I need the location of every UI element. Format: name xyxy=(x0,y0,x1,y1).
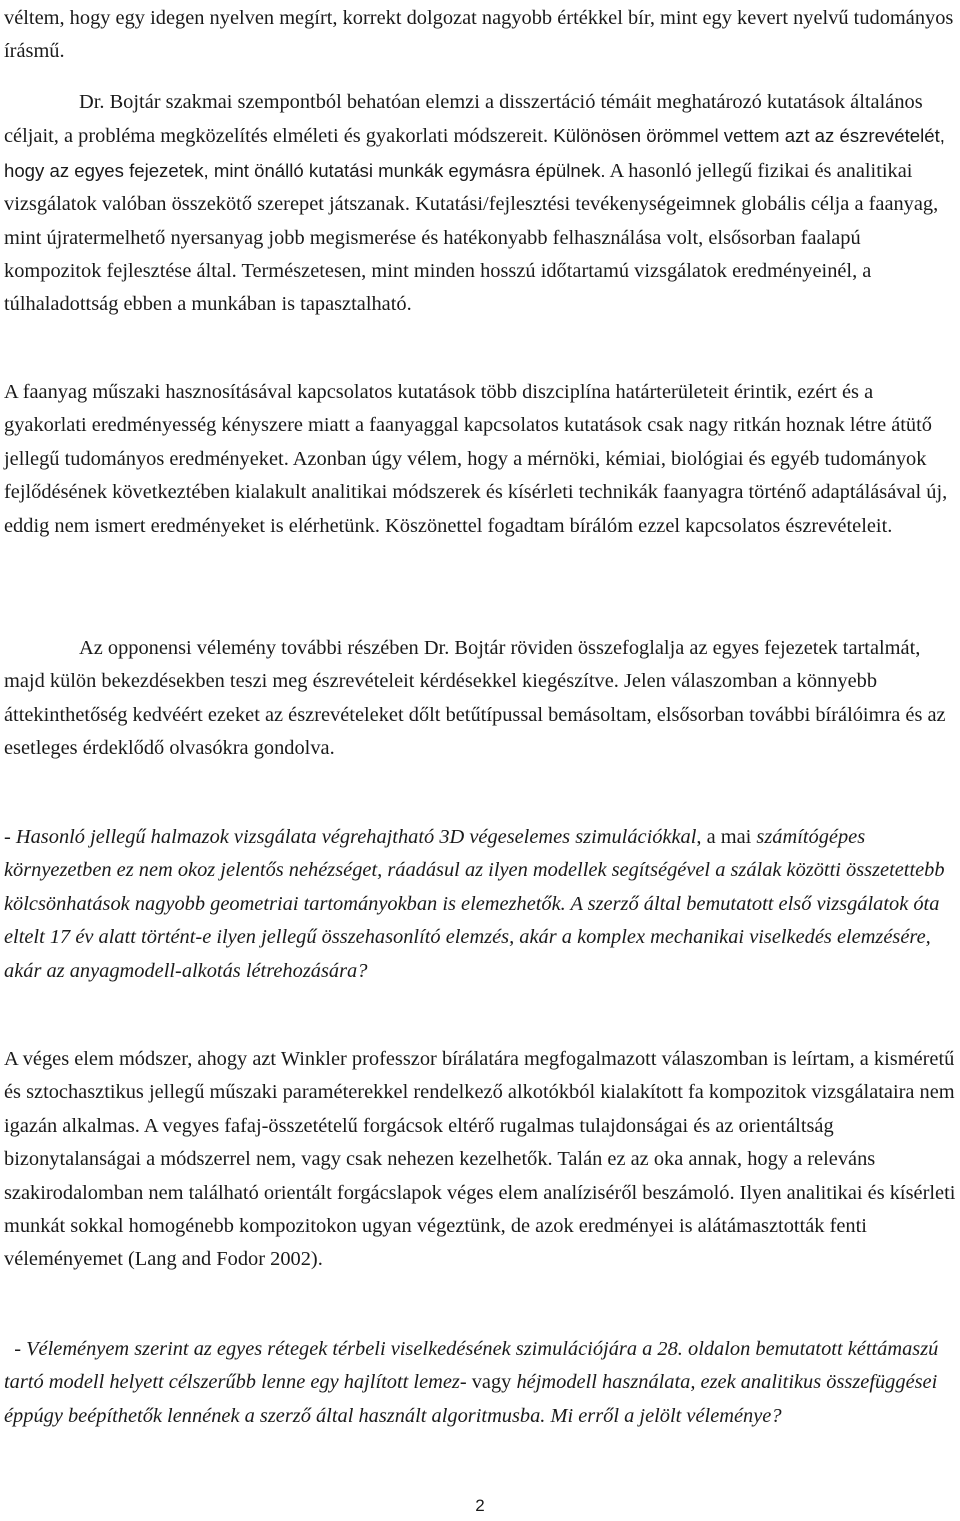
question-text-italic: Véleményem szerint az egyes rétegek térbeli viselkedésének szimulációjára a 28. oldalon bemutatott kéttámaszú tartó modell helyett célszerűbb lenne egy hajlított lemez- xyxy=(4,1338,944,1394)
question-text: , a mai xyxy=(696,826,757,848)
paragraph-intro-continuation xyxy=(4,2,960,69)
answer-finite-element xyxy=(4,1043,960,1277)
question-text-italic: héjmodell használata, ezek analitikus összefüggései éppúgy beépíthetők lennének a szerző által használt algoritmusba. Mi erről a jelölt véleménye? xyxy=(4,1371,943,1427)
question-text: vagy xyxy=(466,1371,517,1394)
paragraph-opponent-summary xyxy=(4,632,960,766)
question-text-italic: számítógépes környezetben ez nem okoz jelentős nehézséget, ráadásul az ilyen modellek segítségével a szálak közötti összetettebb kölcsönhatások nagyobb geometriai tartományokban is elemezhetők. A szerző által bemutatott első vizsgálatok óta eltelt 17 év alatt történt-e ilyen jellegű összehasonlító elemzés, akár a komplex mechanikai viselkedés elemzésére, akár az anyagmodell-alkotás létrehozására? xyxy=(4,826,945,982)
paragraph-text: Kutatási/fejlesztési tevékenységeimnek globális célja a faanyag, mint újratermelhető nyersanyag jobb megismerése és hatékonyabb felhasználása volt, elsősorban faalapú kompozitok fejlesztése által. Természetesen, mint minden hosszú időtartamú vizsgálatok eredményeinél, a túlhaladottság ebben a munkában is tapasztalható. xyxy=(4,193,939,316)
paragraph-text-sans: Különösen örömmel vettem azt az észrevételét, hogy az egyes fejezetek, mint önálló kutatási munkák egymásra épülnek. xyxy=(4,125,945,181)
question-layer-simulation xyxy=(4,1333,960,1433)
paragraph-text: A hasonló jellegű fizikai és analitikai vizsgálatok valóban összekötő szerepet játszanak. xyxy=(4,159,913,216)
page-number: 2 xyxy=(475,1496,485,1515)
paragraph-text: Dr. Bojtár szakmai szempontból behatóan elemzi a disszertáció témáit meghatározó kutatások általános céljait, a probléma megközelítés elméleti és gyakorlati módszereit. xyxy=(4,91,923,148)
paragraph-bojtar-analysis xyxy=(4,86,960,322)
paragraph-text: A véges elem módszer, ahogy azt Winkler professzor bírálatára megfogalmazott válaszomban is leírtam, a kisméretű és sztochasztikus jellegű műszaki paraméterekkel rendelkező alkotókból kialakított fa kompozitok vizsgálataira nem igazán alkalmas. A vegyes fafaj-összetételű forgácsok eltérő rugalmas tulajdonságai és az orientáltság bizonytalanságai a módszerrel nem, vagy csak nehezen kezelhetők. Talán ez az oka annak, hogy a releváns szakirodalomban nem található orientált forgácslapok véges elem analíziséről beszámoló. Ilyen analitikai és kísérleti munkát sokkal homogénebb kompozitokon ugyan végeztünk, de azok eredményei is alátámasztották fenti véleményemet (Lang and Fodor 2002). xyxy=(4,1048,956,1271)
paragraph-wood-research xyxy=(4,376,960,543)
dash-marker: - xyxy=(4,1338,27,1360)
question-text-italic: Hasonló jellegű halmazok vizsgálata végrehajtható 3D végeselemes szimulációkkal xyxy=(15,826,697,848)
paragraph-text: Az opponensi vélemény további részében Dr. Bojtár röviden összefoglalja az egyes fejezetek tartalmát, majd külön bekezdésekben teszi meg észrevételeit kérdésekkel kiegészítve. Jelen válaszomban a könnyebb áttekinthetőség kedvéért ezeket az észrevételeket dőlt betűtípussal bemásoltam, elsősorban további bírálóimra és az esetleges érdeklődő olvasókra gondolva. xyxy=(4,637,946,760)
paragraph-text: véltem, hogy egy idegen nyelven megírt, korrekt dolgozat nagyobb értékkel bír, mint egy kevert nyelvű tudományos írásmű. xyxy=(4,7,954,63)
question-3d-simulation xyxy=(4,821,960,988)
paragraph-text: A faanyag műszaki hasznosításával kapcsolatos kutatások több diszciplína határterületeit érintik, ezért és a gyakorlati eredményesség kényszere miatt a faanyaggal kapcsolatos kutatások csak nagy ritkán hoznak létre átütő jellegű tudományos eredményeket. Azonban úgy vélem, hogy a mérnöki, kémiai, biológiai és egyéb tudományok fejlődésének következtében kialakult analitikai módszerek és kísérleti technikák faanyagra történő adaptálásával új, eddig nem ismert eredményeket is elérhetünk. Köszönettel fogadtam bírálóm ezzel kapcsolatos észrevételeit. xyxy=(4,381,948,537)
dash-marker: - xyxy=(4,826,16,848)
